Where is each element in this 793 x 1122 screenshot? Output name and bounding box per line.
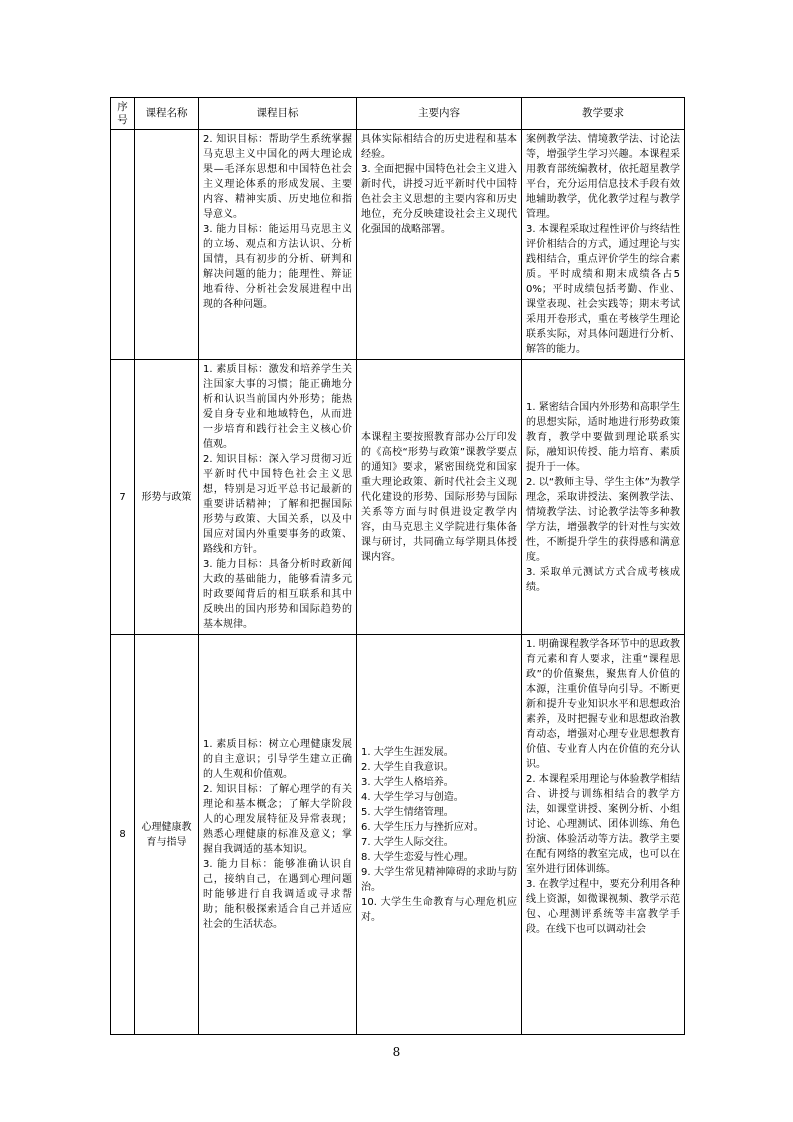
table-row: [111, 635, 685, 1035]
header-main-content: 主要内容: [357, 98, 522, 130]
course-goal: [199, 130, 357, 360]
main-content-text: 1. 大学生生涯发展。 2. 大学生自我意识。 3. 大学生人格培养。 4. 大学生学习与创造。 5. 大学生情绪管理。 6. 大学生压力与挫折应对。 7. 大学生人际交往。 8. 大学生恋爱与性心理。 9. 大学生常见精神障碍的求助与防治。 10. 大学生生命教育与心理危机应对。: [361, 746, 517, 923]
teaching-requirements-text: 1. 紧密结合国内外形势和高职学生的思想实际，适时地进行形势政策教育，教学中要做到理论联系实际，融知识传授、能力培育、素质提升于一体。 2. 以“教师主导、学生主体”为教学理念，采取讲授法、案例教学法、情境教学法、讨论教学法等多种教学方法，增强教学的针对性与实效性，不断提升学生的获得感和满意度。 3. 采取单元测试方式合成考核成绩。: [526, 401, 680, 593]
course-goal-text: 2. 知识目标：帮助学生系统掌握马克思主义中国化的两大理论成果—毛泽东思想和中国特色社会主义理论体系的形成发展、主要内容、精神实质、历史地位和指导意义。 3. 能力目标：能运用马克思主义的立场、观点和方法认识、分析国情，具有初步的分析、研判和解决问题的能力；能理性、辩证地看待、分析社会发展进程中出现的各种问题。: [203, 134, 352, 311]
header-course-goal: 课程目标: [199, 98, 357, 130]
course-name: 形势与政策: [135, 360, 199, 635]
teaching-requirements: [522, 635, 685, 1035]
teaching-requirements: [522, 130, 685, 360]
course-table: [110, 97, 685, 1035]
page-number: 8: [392, 1045, 401, 1059]
header-course-name: 课程名称: [135, 98, 199, 130]
course-goal-text: 1. 素质目标：激发和培养学生关注国家大事的习惯；能正确地分析和认识当前国内外形势；能热爱自身专业和地域特色，从而进一步培育和践行社会主义核心价值观。 2. 知识目标：深入学习贯彻习近平新时代中国特色社会主义思想，特别是习近平总书记最新的重要讲话精神；了解和把握国际形势与政策、大国关系，以及中国应对国内外重要事务的政策、路线和方针。 3. 能力目标：具备分析时政新闻大政的基础能力，能够看清多元时政要闻背后的相互联系和其中反映出的国内形势和国际趋势的基本规律。: [203, 364, 352, 631]
teaching-requirements-text: 1. 明确课程教学各环节中的思政教育元素和育人要求，注重“课程思政”的价值聚焦，聚焦育人价值的本源，注重价值导向引导。不断更新和提升专业知识水平和思想政治素养，及时把握专业和思想政治教育动态，增强对心理专业思想教育价值、专业育人内在价值的充分认识。 2. 本课程采用理论与体验教学相结合、讲授与训练相结合的教学方法，如课堂讲授、案例分析、小组讨论、心理测试、团体训练、角色扮演、体验活动等方法。教学主要在配有网络的教室完成，也可以在室外进行团体训练。 3. 在教学过程中，要充分利用各种线上资源，如微课视频、教学示范包、心理测评系统等丰富教学手段。在线下也可以调动社会: [526, 639, 680, 936]
main-content-text: 具体实际相结合的历史进程和基本经验。 3. 全面把握中国特色社会主义进入新时代，讲授习近平新时代中国特色社会主义思想的主要内容和历史地位，充分反映建设社会主义现代化强国的战略部署。: [361, 134, 517, 236]
row-number: 7: [111, 360, 135, 635]
row-number: 8: [111, 635, 135, 1035]
course-goal: [199, 360, 357, 635]
main-content: [357, 130, 522, 360]
header-teaching-requirements: 教学要求: [522, 98, 685, 130]
teaching-requirements: [522, 360, 685, 635]
header-row: [111, 98, 685, 130]
header-number: 序 号: [111, 98, 135, 130]
row-number: [111, 130, 135, 360]
course-goal-text: 1. 素质目标：树立心理健康发展的自主意识；引导学生建立正确的人生观和价值观。 2. 知识目标：了解心理学的有关理论和基本概念；了解大学阶段人的心理发展特征及异常表现；熟悉心理健康的标准及意义；掌握自我调适的基本知识。 3. 能力目标：能够准确认识自己，接纳自己，在遇到心理问题时能够进行自我调适或寻求帮助；能积极探索适合自己并适应社会的生活状态。: [203, 739, 352, 931]
table-row: [111, 360, 685, 635]
course-goal: [199, 635, 357, 1035]
main-content: [357, 635, 522, 1035]
table-row: [111, 130, 685, 360]
main-content-text: 本课程主要按照教育部办公厅印发的《高校“形势与政策”课教学要点的通知》要求，紧密围绕党和国家重大理论政策、新时代社会主义现代化建设的形势、国际形势与国际关系等方面与时俱进设定教学内容，由马克思主义学院进行集体备课与研讨，共同确立每学期具体授课内容。: [361, 431, 517, 563]
teaching-requirements-text: 案例教学法、情境教学法、讨论法等，增强学生学习兴趣。本课程采用教育部统编教材，依托超星教学平台，充分运用信息技术手段有效地辅助教学，优化教学过程与教学管理。 3. 本课程采取过程性评价与终结性评价相结合的方式，通过理论与实践相结合，重点评价学生的综合素质。平时成绩和期末成绩各占50%；平时成绩包括考勤、作业、课堂表现、社会实践等；期末考试采用开卷形式，重在考核学生理论联系实际，对具体问题进行分析、解答的能力。: [526, 134, 680, 356]
course-name: [135, 130, 199, 360]
main-content: [357, 360, 522, 635]
course-name: 心理健康教育与指导: [135, 635, 199, 1035]
